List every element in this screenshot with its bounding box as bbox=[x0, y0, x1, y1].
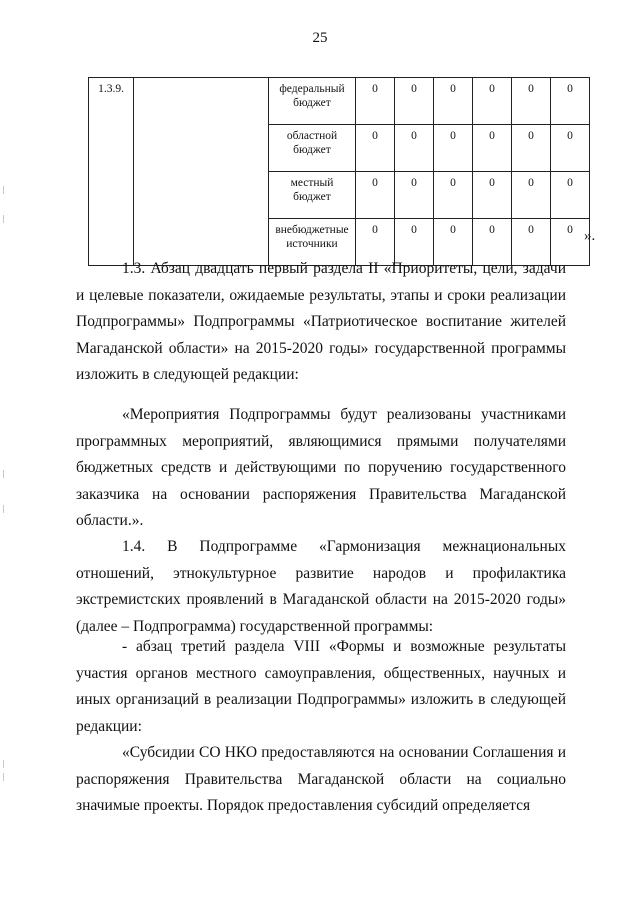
funding-source: местный бюджет bbox=[269, 172, 356, 219]
page-number: 25 bbox=[312, 30, 328, 46]
table-row bbox=[89, 78, 590, 125]
funding-value: 0 bbox=[551, 219, 590, 266]
funding-value: 0 bbox=[395, 219, 434, 266]
paragraph: 1.4. В Подпрограмме «Гармонизация межнациональных отношений, этнокультурное развитие народов и профилактика экстремистских проявлений в Магаданской области на 2015-2020 годы» (далее – Подпрограмма) государственной программы: bbox=[76, 538, 566, 635]
margin-tick bbox=[3, 215, 4, 223]
closing-quote: ». bbox=[584, 228, 596, 244]
funding-value: 0 bbox=[551, 172, 590, 219]
funding-value: 0 bbox=[356, 125, 395, 172]
margin-tick bbox=[3, 773, 4, 781]
funding-value: 0 bbox=[512, 219, 551, 266]
funding-value: 0 bbox=[551, 78, 590, 125]
funding-value: 0 bbox=[473, 125, 512, 172]
item-description-cell bbox=[134, 78, 269, 266]
paragraph-quote-1 bbox=[76, 402, 566, 535]
funding-value: 0 bbox=[356, 219, 395, 266]
funding-value: 0 bbox=[356, 78, 395, 125]
funding-value: 0 bbox=[395, 172, 434, 219]
item-code: 1.3.9. bbox=[89, 78, 134, 266]
paragraph-1-4 bbox=[76, 534, 566, 640]
paragraph-dash bbox=[76, 634, 566, 740]
funding-value: 0 bbox=[434, 125, 473, 172]
funding-value: 0 bbox=[434, 78, 473, 125]
margin-tick bbox=[3, 760, 4, 768]
paragraph: «Субсидии СО НКО предоставляются на основании Соглашения и распоряжения Правительства Магаданской области на социально значимые проекты. Порядок предоставления субсидий определяется bbox=[76, 744, 566, 814]
funding-value: 0 bbox=[551, 125, 590, 172]
paragraph: - абзац третий раздела VIII «Формы и возможные результаты участия органов местного самоуправления, общественных, научных и иных организаций в реализации Подпрограммы» изложить в следующей редакции: bbox=[76, 638, 566, 735]
funding-source: внебюджетные источники bbox=[269, 219, 356, 266]
margin-tick bbox=[3, 470, 4, 478]
funding-value: 0 bbox=[512, 172, 551, 219]
funding-value: 0 bbox=[395, 78, 434, 125]
funding-value: 0 bbox=[356, 172, 395, 219]
funding-source: федеральный бюджет bbox=[269, 78, 356, 125]
funding-source: областной бюджет bbox=[269, 125, 356, 172]
funding-value: 0 bbox=[473, 172, 512, 219]
paragraph: «Мероприятия Подпрограммы будут реализованы участниками программных мероприятий, являющимися прямыми получателями бюджетных средств и действующими по поручению государственного заказчика на основании распоряжения Правительства Магаданской области.». bbox=[76, 406, 566, 529]
funding-value: 0 bbox=[434, 172, 473, 219]
margin-tick bbox=[3, 186, 4, 194]
paragraph-quote-2 bbox=[76, 740, 566, 820]
funding-value: 0 bbox=[434, 219, 473, 266]
paragraph-1-3 bbox=[76, 256, 566, 389]
funding-value: 0 bbox=[473, 78, 512, 125]
funding-value: 0 bbox=[512, 125, 551, 172]
margin-tick bbox=[3, 505, 4, 513]
funding-value: 0 bbox=[512, 78, 551, 125]
funding-table bbox=[88, 77, 590, 266]
funding-value: 0 bbox=[473, 219, 512, 266]
paragraph: 1.3. Абзац двадцать первый раздела II «Приоритеты, цели, задачи и целевые показатели, ожидаемые результаты, этапы и сроки реализации Подпрограммы» Подпрограммы «Патриотическое воспитание жителей Магаданской области» на 2015-2020 годы» государственной программы изложить в следующей редакции: bbox=[76, 260, 566, 383]
funding-value: 0 bbox=[395, 125, 434, 172]
